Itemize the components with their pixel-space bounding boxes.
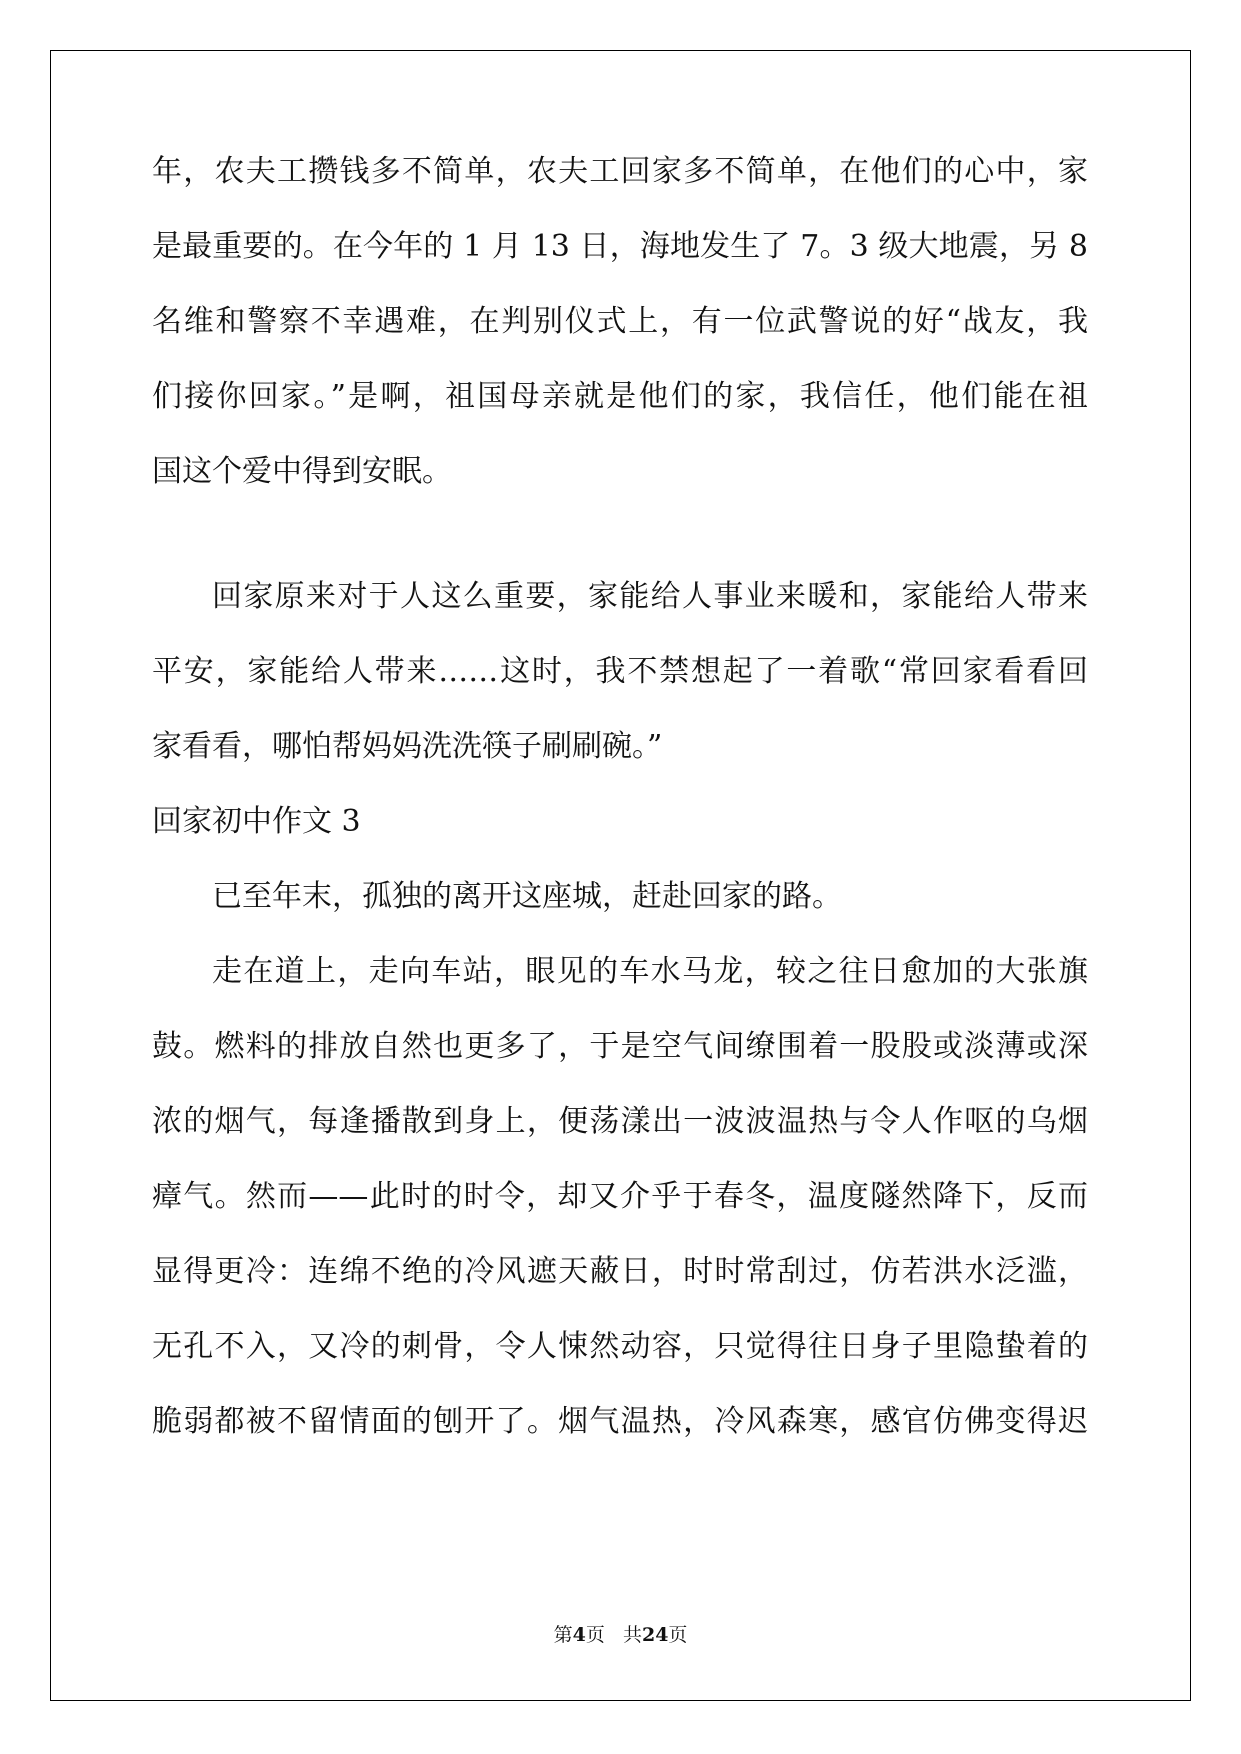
text-line: 已至年末，孤独的离开这座城，赶赴回家的路。 <box>212 879 842 914</box>
text-line: 回家原来对于人这么重要，家能给人事业来暖和，家能给人带来 <box>212 579 1088 614</box>
footer-total-prefix: 共 <box>622 1624 642 1646</box>
text-line: 们接你回家。”是啊，祖国母亲就是他们的家，我信任，他们能在祖 <box>152 379 1088 414</box>
footer-page-suffix: 页 <box>585 1624 605 1646</box>
text-line: 平安，家能给人带来……这时，我不禁想起了一着歌“常回家看看回 <box>152 654 1088 689</box>
text-line: 是最重要的。在今年的 1 月 13 日，海地发生了 7。3 级大地震，另 8 <box>152 229 1088 264</box>
text-line: 瘴气。然而——此时的时令，却又介乎于春冬，温度隧然降下，反而 <box>152 1179 1088 1214</box>
text-line: 浓的烟气，每逢播散到身上，便荡漾出一波波温热与令人作呕的乌烟 <box>152 1104 1088 1139</box>
footer-total-suffix: 页 <box>668 1624 688 1646</box>
text-line: 鼓。燃料的排放自然也更多了，于是空气间缭围着一股股或淡薄或深 <box>152 1029 1088 1064</box>
page-border <box>50 50 1191 1701</box>
section-heading: 回家初中作文 3 <box>152 804 361 839</box>
text-line: 走在道上，走向车站，眼见的车水马龙，较之往日愈加的大张旗 <box>212 954 1088 989</box>
text-line: 显得更冷：连绵不绝的冷风遮天蔽日，时时常刮过，仿若洪水泛滥， <box>152 1254 1088 1289</box>
text-line: 家看看，哪怕帮妈妈洗洗筷子刷刷碗。” <box>152 729 663 764</box>
total-pages: 24 <box>641 1624 669 1646</box>
text-line: 年，农夫工攒钱多不简单，农夫工回家多不简单，在他们的心中，家 <box>152 154 1088 189</box>
text-line: 国这个爱中得到安眠。 <box>152 454 452 489</box>
page-footer <box>0 1620 1241 1647</box>
text-line: 名维和警察不幸遇难，在判别仪式上，有一位武警说的好“战友，我 <box>152 304 1088 339</box>
page-number: 4 <box>572 1624 586 1646</box>
text-line: 脆弱都被不留情面的刨开了。烟气温热，冷风森寒，感官仿佛变得迟 <box>152 1404 1088 1439</box>
footer-prefix: 第 <box>553 1624 573 1646</box>
text-line: 无孔不入，又冷的刺骨，令人悚然动容，只觉得往日身子里隐蛰着的 <box>152 1329 1088 1364</box>
